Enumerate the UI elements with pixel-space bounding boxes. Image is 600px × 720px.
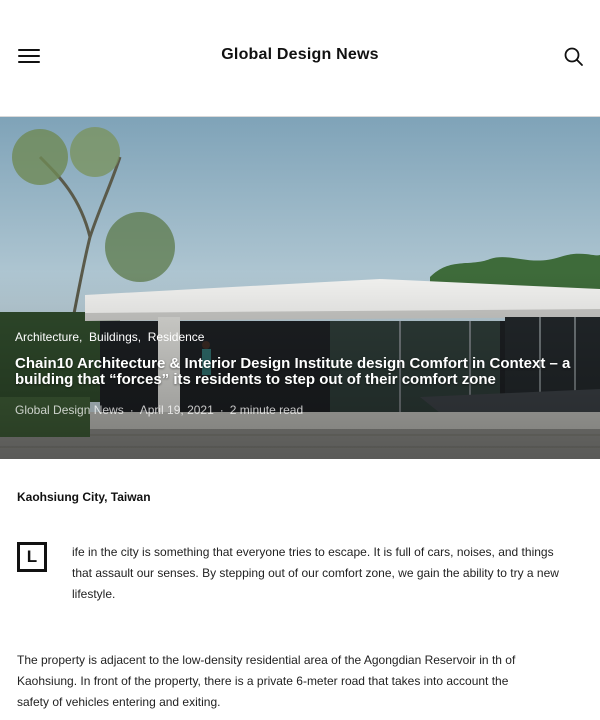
article-body [17, 490, 583, 709]
search-icon[interactable] [562, 45, 586, 69]
category-link[interactable]: Architecture [15, 330, 80, 344]
lead-paragraph: ife in the city is something that everyone tries to escape. It is full of cars, noises, and things that assault our senses. By stepping out of our comfort zone, we gain the ability to try a new lifestyle. [72, 545, 559, 601]
site-title[interactable]: Global Design News [221, 46, 379, 63]
body-paragraph: The property is adjacent to the low-density residential area of the Agongdian Reservoir in th of Kaohsiung. In front of the property, there is a private 6-meter road that takes into account the safety of vehicles entering and exiting. [17, 653, 516, 709]
top-navigation-bar [0, 0, 600, 117]
category-link[interactable]: Residence [147, 330, 205, 344]
read-time: 2 minute read [229, 403, 304, 417]
drop-cap: L [17, 542, 47, 572]
hero-caption [15, 330, 575, 417]
author-link[interactable]: Global Design News [15, 403, 124, 417]
article-meta: Global Design News · April 19, 2021 · 2 minute read [15, 403, 304, 417]
hero-feature[interactable] [0, 117, 600, 459]
category-list: Architecture, Buildings, Residence [15, 330, 205, 344]
article-location: Kaohsiung City, Taiwan [17, 490, 151, 504]
publish-date: April 19, 2021 [139, 403, 214, 417]
lead-paragraph-block [17, 542, 583, 605]
category-link[interactable]: Buildings [89, 330, 138, 344]
article-title[interactable]: Chain10 Architecture & Interior Design Institute design Comfort in Context – a building that “forces” its residents to step out of their comfort zone [15, 355, 571, 388]
